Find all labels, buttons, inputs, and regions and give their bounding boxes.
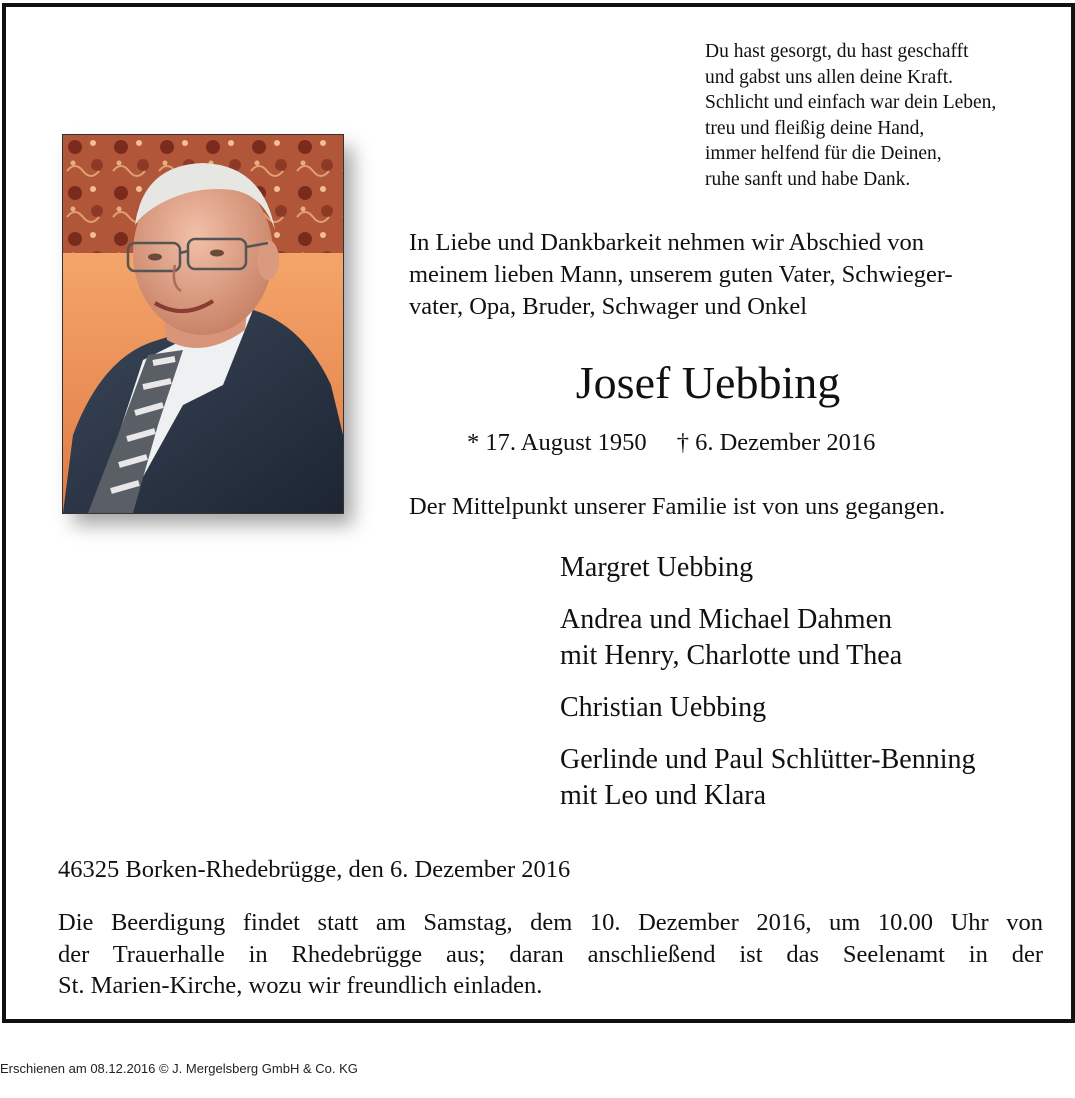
family-list — [560, 550, 975, 830]
family-group — [560, 550, 975, 586]
poem-line: Schlicht und einfach war dein Leben, — [705, 92, 997, 114]
obituary-notice — [2, 3, 1075, 1023]
family-line: mit Henry, Charlotte und Thea — [560, 640, 903, 671]
life-dates — [467, 427, 875, 459]
family-line: Margret Uebbing — [560, 552, 754, 583]
death-date: † 6. Dezember 2016 — [676, 429, 876, 456]
intro-line: meinem lieben Mann, unserem guten Vater, Schwieger- — [409, 261, 953, 288]
family-group — [560, 602, 975, 674]
funeral-line: Die Beerdigung findet statt am Samstag, dem 10. Dezember 2016, um 10.00 Uhr von — [58, 909, 1043, 936]
center-sentence: Der Mittelpunkt unserer Familie ist von uns gegangen. — [409, 493, 946, 520]
publication-footer: Erschienen am 08.12.2016 © J. Mergelsberg GmbH & Co. KG — [0, 1061, 358, 1076]
deceased-name: Josef Uebbing — [575, 357, 841, 408]
poem-line: immer helfend für die Deinen, — [705, 143, 942, 165]
poem-line: und gabst uns allen deine Kraft. — [705, 66, 954, 88]
family-group — [560, 690, 975, 726]
family-line: Gerlinde und Paul Schlütter-Benning — [560, 744, 976, 775]
poem-line: Du hast gesorgt, du hast geschafft — [705, 41, 969, 62]
intro-line: In Liebe und Dankbarkeit nehmen wir Abschied von — [409, 229, 925, 256]
family-line: Christian Uebbing — [560, 692, 767, 723]
portrait-photo — [63, 135, 343, 513]
funeral-line: St. Marien-Kirche, wozu wir freundlich einladen. — [58, 972, 543, 999]
family-line: mit Leo und Klara — [560, 780, 767, 811]
poem-line: treu und fleißig deine Hand, — [705, 117, 925, 139]
funeral-info — [58, 907, 1043, 1002]
intro-text — [409, 227, 1034, 323]
intro-line: vater, Opa, Bruder, Schwager und Onkel — [409, 293, 808, 320]
poem-line: ruhe sanft und habe Dank. — [705, 168, 911, 190]
birth-date: * 17. August 1950 — [467, 429, 647, 456]
poem — [705, 39, 1065, 193]
funeral-line: der Trauerhalle in Rhedebrügge aus; daran anschließend ist das Seelenamt in der — [58, 940, 1043, 968]
family-line: Andrea und Michael Dahmen — [560, 604, 892, 635]
family-group — [560, 742, 975, 814]
place-date: 46325 Borken-Rhedebrügge, den 6. Dezember 2016 — [58, 856, 571, 883]
